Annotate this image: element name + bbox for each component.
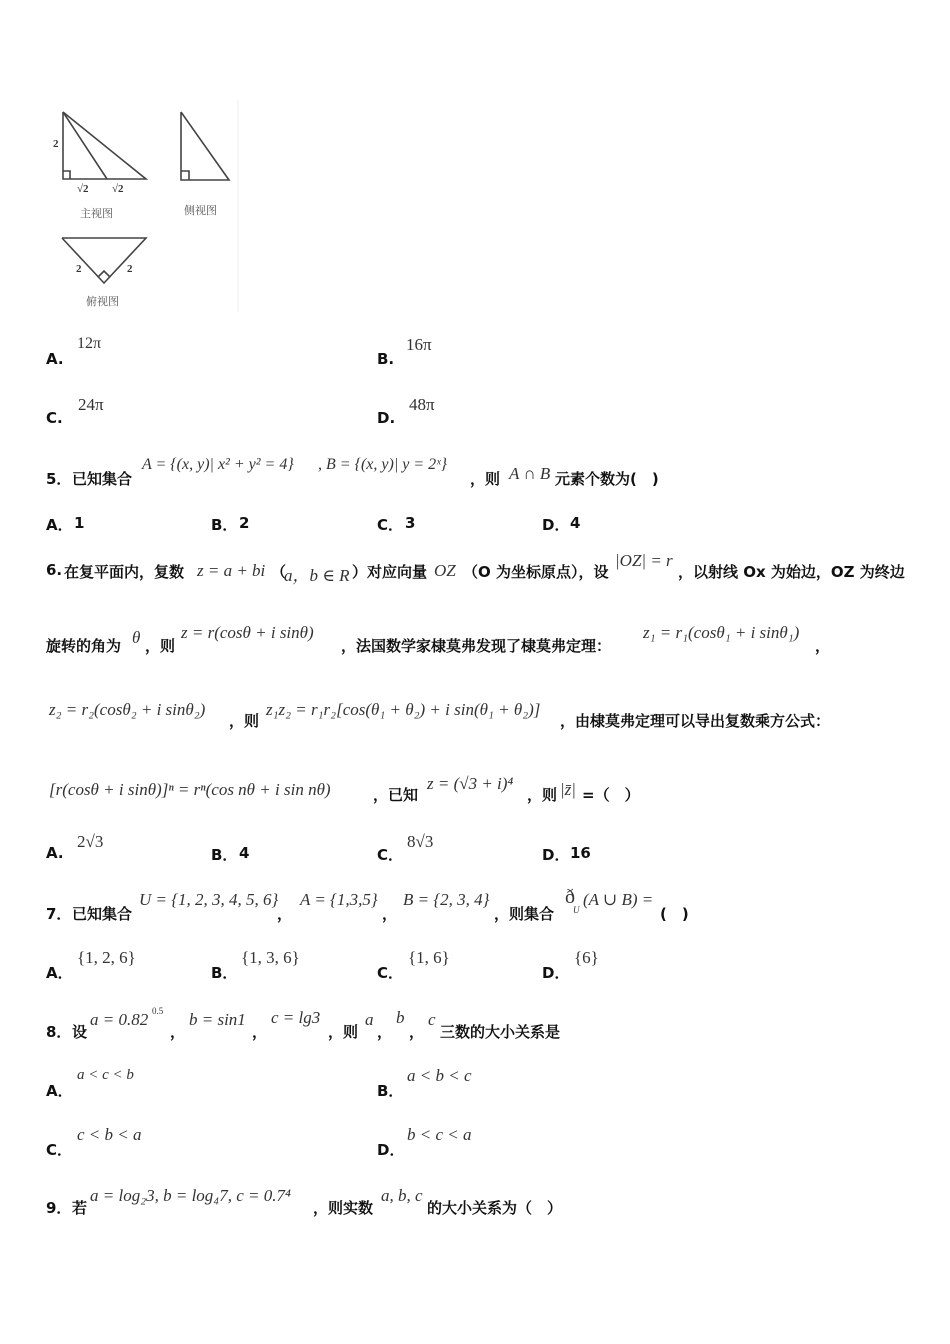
- front-view-base-left-label: √2: [77, 183, 89, 195]
- math-expr: [r(cosθ + i sinθ)]ⁿ = rⁿ(cos nθ + i sin nθ): [49, 780, 331, 799]
- question-number: 5．: [46, 470, 72, 488]
- option-value: 48π: [409, 395, 435, 414]
- option-label: D．: [542, 516, 570, 534]
- math-expr: b: [396, 1008, 405, 1027]
- question-text: ，: [170, 1023, 186, 1041]
- question-text: ）对应向量: [352, 563, 428, 581]
- math-expr: z = (√3 + i)⁴: [427, 774, 514, 793]
- option-label: D．: [542, 964, 570, 982]
- option-value: c < b < a: [77, 1125, 142, 1144]
- option-label: C．: [377, 846, 404, 864]
- option-value: {6}: [574, 948, 599, 967]
- math-expr: θ: [132, 628, 141, 647]
- question-text: 的大小关系为（ ）: [427, 1199, 563, 1217]
- question-text: ，: [377, 1023, 393, 1041]
- math-expr: z = a + bi: [197, 561, 266, 580]
- option-value: 3: [405, 514, 416, 532]
- question-text: ，则: [145, 637, 176, 655]
- question-text: ，则: [527, 786, 558, 804]
- option-value: 8√3: [407, 832, 434, 851]
- math-expr: OZ: [434, 561, 456, 580]
- option-value: a < c < b: [77, 1067, 134, 1083]
- top-view-caption: 俯视图: [86, 295, 119, 308]
- question-text: 若: [72, 1199, 88, 1217]
- question-text: 旋转的角为: [46, 637, 122, 655]
- option-label: A．: [46, 1082, 73, 1100]
- question-text: 设: [72, 1023, 88, 1041]
- option-label: C.: [46, 409, 63, 427]
- question-text: ，则: [229, 712, 260, 730]
- question-text: ( ): [660, 905, 689, 923]
- math-expr: z₁z₂ = r₁r₂[cos(θ₁ + θ₂) + i sin(θ₁ + θ₂)]: [266, 700, 541, 719]
- option-label: B.: [377, 350, 395, 368]
- question-number: 6.: [46, 561, 63, 579]
- option-value: 4: [239, 844, 250, 862]
- option-value: 16π: [406, 335, 432, 354]
- option-label: C．: [377, 964, 404, 982]
- math-expr: a = log₂3, b = log₄7, c = 0.7⁴: [90, 1186, 291, 1205]
- math-expr: a: [365, 1010, 374, 1029]
- front-view-caption: 主视图: [80, 207, 113, 220]
- option-label: D．: [542, 846, 570, 864]
- math-set-b: , B = {(x, y)| y = 2ˣ}: [318, 456, 448, 473]
- front-view-base-right-label: √2: [112, 183, 124, 195]
- question-text: ，: [252, 1023, 268, 1041]
- math-expr: |z̄|: [560, 780, 576, 799]
- question-text: 元素个数为( ): [555, 470, 659, 488]
- math-set-a: A = {(x, y)| x² + y² = 4}: [142, 456, 294, 473]
- option-value: a < b < c: [407, 1066, 472, 1085]
- question-text: （O 为坐标原点），设: [463, 563, 609, 581]
- top-view-right-label: 2: [127, 263, 133, 275]
- math-expr: a，b ∈ R: [284, 566, 350, 585]
- math-expr: (A ∪ B) =: [583, 890, 654, 909]
- math-expr: B = {2, 3, 4}: [403, 890, 490, 909]
- option-value: 2: [239, 514, 250, 532]
- question-number: 7．: [46, 905, 72, 923]
- math-expr: c: [428, 1010, 436, 1029]
- math-expr: U = {1, 2, 3, 4, 5, 6}: [139, 890, 279, 909]
- math-expr: z₁ = r₁(cosθ₁ + i sinθ₁): [643, 623, 800, 642]
- question-text: 已知集合: [72, 470, 133, 488]
- option-label: B．: [211, 964, 238, 982]
- question-text: （: [271, 563, 287, 581]
- math-expr: A ∩ B: [509, 464, 551, 483]
- complement-symbol: ð: [565, 886, 575, 908]
- question-text: 已知集合: [72, 905, 133, 923]
- complement-subscript: U: [573, 905, 580, 915]
- option-label: D．: [377, 1141, 405, 1159]
- option-label: C．: [46, 1141, 73, 1159]
- question-text: 在复平面内，复数: [64, 563, 185, 581]
- question-text: ，则: [470, 470, 501, 488]
- option-value: 4: [570, 514, 581, 532]
- math-expr: a, b, c: [381, 1186, 423, 1205]
- option-value: 24π: [78, 395, 104, 414]
- math-expr: c = lg3: [271, 1008, 321, 1027]
- math-expr: b = sin1: [189, 1010, 246, 1029]
- option-label: D.: [377, 409, 396, 427]
- question-text: =（ ）: [582, 786, 640, 804]
- question-text: ，以射线 Ox 为始边，OZ 为终边: [678, 563, 905, 581]
- option-value: 1: [74, 514, 85, 532]
- math-superscript: 0.5: [152, 1006, 164, 1016]
- top-view-left-label: 2: [76, 263, 82, 275]
- question-text: ，: [382, 905, 398, 923]
- option-label: B．: [211, 516, 238, 534]
- option-label: B．: [211, 846, 238, 864]
- math-expr: z₂ = r₂(cosθ₂ + i sinθ₂): [49, 700, 206, 719]
- question-text: ，: [277, 905, 293, 923]
- option-value: {1, 3, 6}: [241, 948, 300, 967]
- option-value: {1, 2, 6}: [77, 948, 136, 967]
- option-label: A．: [46, 516, 73, 534]
- question-text: ，: [409, 1023, 425, 1041]
- math-expr: |OZ| = r: [615, 551, 673, 570]
- math-expr: a = 0.82: [90, 1010, 149, 1029]
- option-value: {1, 6}: [408, 948, 450, 967]
- option-label: A.: [46, 844, 64, 862]
- option-label: C．: [377, 516, 404, 534]
- side-view-caption: 侧视图: [184, 204, 217, 217]
- option-label: B．: [377, 1082, 404, 1100]
- question-text: ，法国数学家棣莫弗发现了棣莫弗定理：: [341, 637, 612, 655]
- question-text: ，则实数: [313, 1199, 374, 1217]
- question-text: ，则集合: [494, 905, 555, 923]
- math-expr: A = {1,3,5}: [300, 890, 378, 909]
- front-view-height-label: 2: [53, 138, 59, 150]
- math-expr: z = r(cosθ + i sinθ): [181, 623, 314, 642]
- option-label: A.: [46, 350, 64, 368]
- question-text: ，已知: [373, 786, 419, 804]
- option-value: 2√3: [77, 832, 104, 851]
- question-number: 9．: [46, 1199, 72, 1217]
- option-value: b < c < a: [407, 1125, 472, 1144]
- option-value: 16: [570, 844, 591, 862]
- option-label: A．: [46, 964, 73, 982]
- option-value: 12π: [77, 335, 102, 352]
- question-text: ，由棣莫弗定理可以导出复数乘方公式：: [560, 712, 831, 730]
- question-text: 三数的大小关系是: [440, 1023, 561, 1041]
- question-text: ，则: [328, 1023, 359, 1041]
- question-text: ，: [815, 637, 831, 655]
- question-number: 8．: [46, 1023, 72, 1041]
